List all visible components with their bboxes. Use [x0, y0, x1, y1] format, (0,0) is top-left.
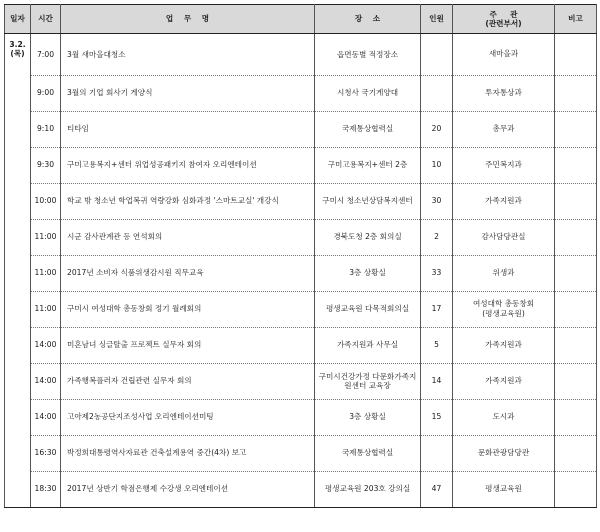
task-cell: 시군 감사관계관 등 연석회의: [61, 219, 315, 255]
task-cell: 티타임: [61, 111, 315, 147]
people-cell: 5: [421, 327, 453, 363]
place-cell: 국제통상협력실: [315, 435, 421, 471]
people-cell: [421, 75, 453, 111]
table-row: [5, 111, 597, 147]
people-cell: 15: [421, 399, 453, 435]
task-cell: 2017년 상반기 학점은행제 수강생 오리엔테이션: [61, 471, 315, 507]
time-cell: 11:00: [31, 255, 61, 291]
note-cell: [555, 255, 597, 291]
date-cell: [5, 34, 31, 76]
manager-label: 새마을과: [488, 49, 519, 59]
note-cell: [555, 399, 597, 435]
time-cell: 9:00: [31, 75, 61, 111]
time-cell: 14:00: [31, 399, 61, 435]
header-people: 인원: [421, 5, 453, 34]
manager-cell: [453, 363, 555, 399]
note-cell: [555, 327, 597, 363]
date-cell-empty: [5, 291, 31, 327]
people-cell: [421, 34, 453, 76]
manager-cell: [453, 147, 555, 183]
time-cell: 11:00: [31, 291, 61, 327]
people-cell: 47: [421, 471, 453, 507]
task-cell: 가족행복플러자 건립관련 실무자 회의: [61, 363, 315, 399]
date-cell-empty: [5, 399, 31, 435]
table-row: [5, 34, 597, 76]
table-row: [5, 327, 597, 363]
date-cell-empty: [5, 111, 31, 147]
manager-label: 가족지원과: [485, 340, 522, 350]
date-cell-empty: [5, 327, 31, 363]
date-cell-empty: [5, 255, 31, 291]
header-time: 시간: [31, 5, 61, 34]
table-row: [5, 147, 597, 183]
manager-label: 감사담당관실: [481, 232, 526, 242]
manager-sub-label: (평생교육원): [482, 309, 525, 318]
date-line: 3.2.: [9, 40, 26, 49]
manager-cell: [453, 255, 555, 291]
task-cell: 3월의 기업 회사기 게양식: [61, 75, 315, 111]
manager-label: 투자통상과: [485, 88, 522, 98]
header-manager-sub: (관련부서): [485, 19, 522, 28]
people-cell: 17: [421, 291, 453, 327]
manager-cell: [453, 183, 555, 219]
manager-cell: [453, 111, 555, 147]
table-row: [5, 75, 597, 111]
time-cell: 10:00: [31, 183, 61, 219]
manager-cell: [453, 75, 555, 111]
place-cell: 평생교육원 203호 강의실: [315, 471, 421, 507]
note-cell: [555, 111, 597, 147]
place-cell: 경북도청 2층 회의실: [315, 219, 421, 255]
table-row: [5, 435, 597, 471]
date-cell-empty: [5, 363, 31, 399]
manager-label: 주민복지과: [485, 160, 522, 170]
manager-cell: [453, 471, 555, 507]
place-cell: 시청사 국기게양대: [315, 75, 421, 111]
manager-cell: [453, 399, 555, 435]
task-cell: 구미시 여성대학 총동창회 정기 월례회의: [61, 291, 315, 327]
manager-label: 가족지원과: [485, 196, 522, 206]
header-task: 업 무 명: [61, 5, 315, 34]
place-cell: 평생교육원 다목적회의실: [315, 291, 421, 327]
table-row: [5, 363, 597, 399]
people-cell: 2: [421, 219, 453, 255]
note-cell: [555, 363, 597, 399]
header-date: 일자: [5, 5, 31, 34]
note-cell: [555, 34, 597, 76]
manager-cell: [453, 34, 555, 76]
note-cell: [555, 471, 597, 507]
schedule-table: [4, 4, 597, 508]
schedule-body: [5, 34, 597, 508]
place-cell: 구미고용복지+센터 2층: [315, 147, 421, 183]
note-cell: [555, 183, 597, 219]
note-cell: [555, 219, 597, 255]
header-manager-label: 주 관: [489, 9, 518, 19]
note-cell: [555, 75, 597, 111]
manager-cell: [453, 291, 555, 327]
date-cell-empty: [5, 435, 31, 471]
note-cell: [555, 291, 597, 327]
task-cell: 박정희대통령역사자료관 건축설계용역 중간(4차) 보고: [61, 435, 315, 471]
manager-cell: [453, 435, 555, 471]
people-cell: 20: [421, 111, 453, 147]
table-row: [5, 219, 597, 255]
time-cell: 11:00: [31, 219, 61, 255]
manager-label: 여성대학 총동창회: [472, 299, 535, 309]
manager-label: 평생교육원: [485, 484, 522, 494]
time-cell: 7:00: [31, 34, 61, 76]
place-cell: 3층 상황실: [315, 399, 421, 435]
header-place: 장 소: [315, 5, 421, 34]
manager-label: 도시과: [492, 412, 515, 422]
note-cell: [555, 147, 597, 183]
header-row: [5, 5, 597, 34]
task-cell: 3월 새마을대청소: [61, 34, 315, 76]
task-cell: 고아제2농공단지조성사업 오리엔테이션미팅: [61, 399, 315, 435]
table-row: [5, 255, 597, 291]
place-cell: 3층 상황실: [315, 255, 421, 291]
date-cell-empty: [5, 219, 31, 255]
task-cell: 구미고용복지+센터 위업성공패키지 참여자 오리엔테이션: [61, 147, 315, 183]
manager-label: 문화관광담당관: [477, 448, 530, 458]
schedule-document: [4, 4, 596, 508]
date-weekday: (목): [10, 49, 25, 59]
task-cell: 학교 밖 청소년 학업복귀 역량강화 심화과정 '스마트교실' 개강식: [61, 183, 315, 219]
task-cell: 미혼남녀 싱글탈출 프로젝트 실무자 회의: [61, 327, 315, 363]
people-cell: [421, 435, 453, 471]
people-cell: 14: [421, 363, 453, 399]
table-row: [5, 471, 597, 507]
manager-cell: [453, 327, 555, 363]
place-cell: 구미시 청소년상담복지센터: [315, 183, 421, 219]
header-manager: [453, 5, 555, 34]
time-cell: 14:00: [31, 363, 61, 399]
manager-label: 가족지원과: [485, 376, 522, 386]
date-cell-empty: [5, 183, 31, 219]
people-cell: 10: [421, 147, 453, 183]
date-cell-empty: [5, 147, 31, 183]
time-cell: 9:30: [31, 147, 61, 183]
place-cell: 국제통상협력실: [315, 111, 421, 147]
date-cell-empty: [5, 75, 31, 111]
people-cell: 33: [421, 255, 453, 291]
time-cell: 14:00: [31, 327, 61, 363]
time-cell: 9:10: [31, 111, 61, 147]
manager-label: 총무과: [492, 124, 515, 134]
place-cell: 가족지원과 사무실: [315, 327, 421, 363]
manager-cell: [453, 219, 555, 255]
people-cell: 30: [421, 183, 453, 219]
table-row: [5, 291, 597, 327]
place-cell: 구미시건강가정 다문화가족지원센터 교육장: [315, 363, 421, 399]
header-note: 비고: [555, 5, 597, 34]
note-cell: [555, 435, 597, 471]
time-cell: 16:30: [31, 435, 61, 471]
manager-label: 위생과: [492, 268, 515, 278]
task-cell: 2017년 소비자 식품위생감시원 직무교육: [61, 255, 315, 291]
date-cell-empty: [5, 471, 31, 507]
place-cell: 읍면동별 적정장소: [315, 34, 421, 76]
table-row: [5, 399, 597, 435]
time-cell: 18:30: [31, 471, 61, 507]
table-row: [5, 183, 597, 219]
